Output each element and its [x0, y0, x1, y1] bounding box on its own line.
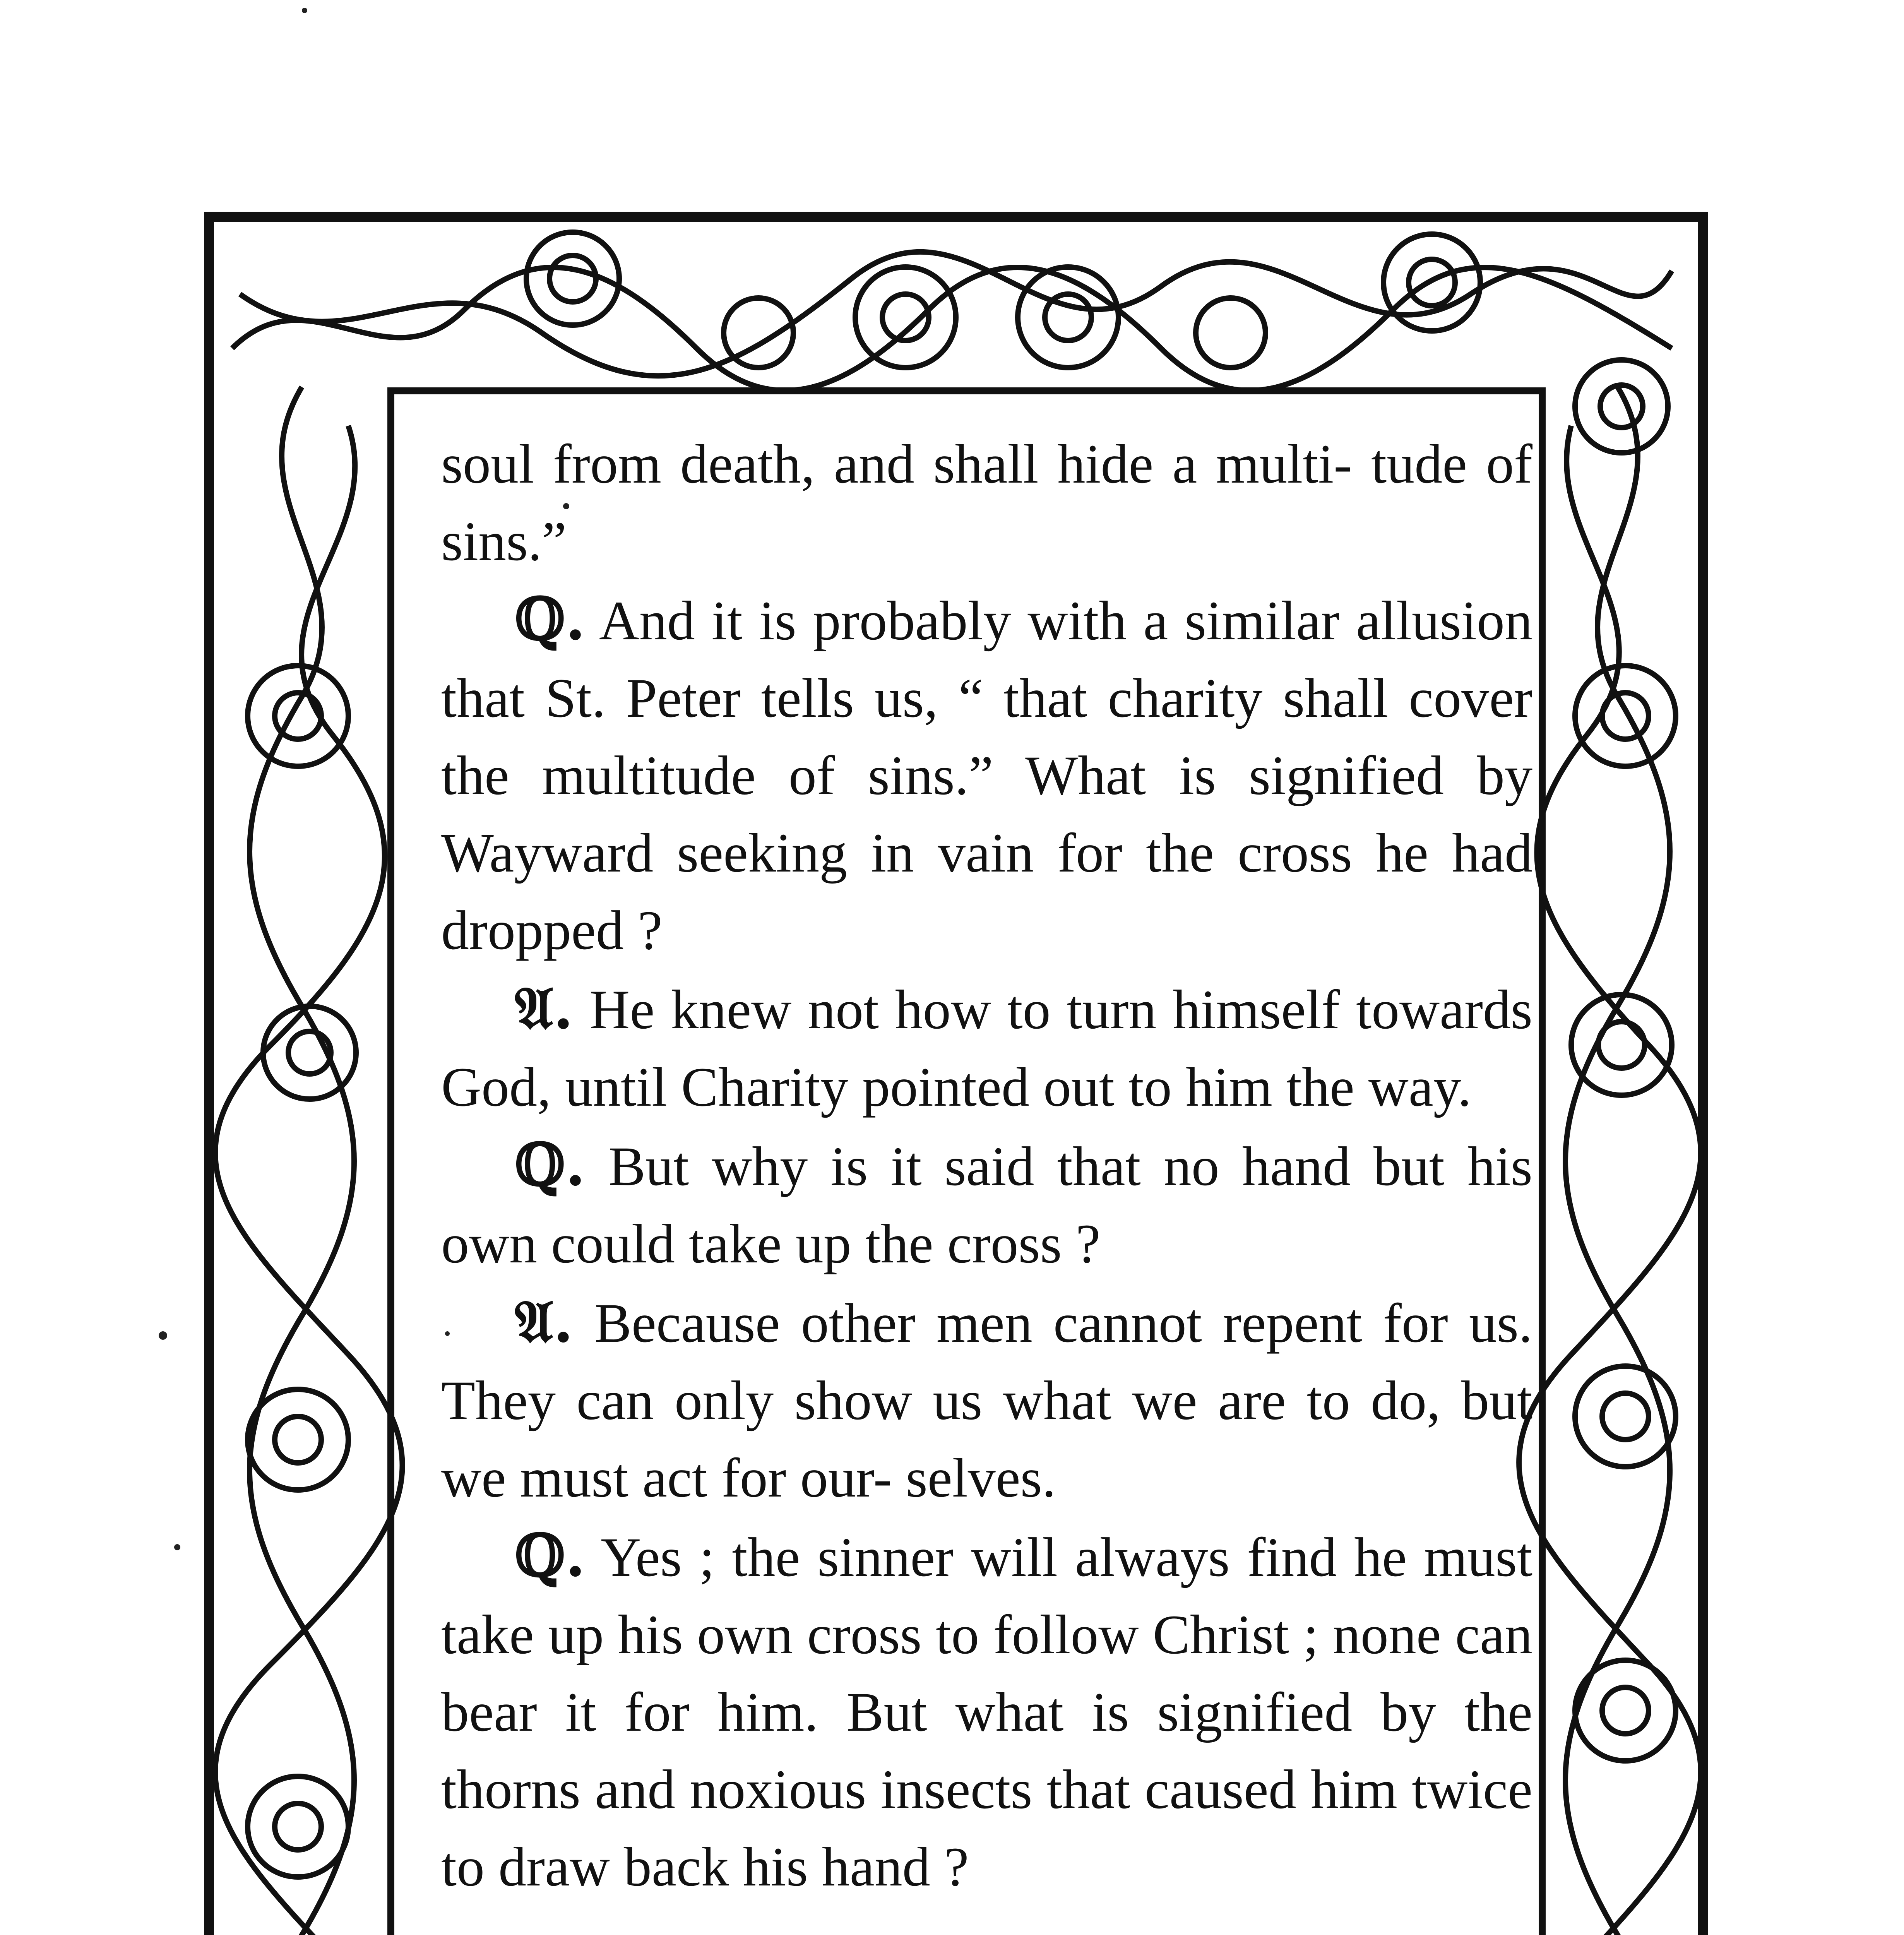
right-rosette	[1575, 666, 1676, 766]
stray-dot	[159, 1331, 167, 1340]
paragraph-question	[441, 1126, 1532, 1283]
paragraph-text: Because other men cannot repent for us. They can only show us what we are to do, but we must act for our- selves.	[441, 1293, 1533, 1509]
right-rosette	[1571, 995, 1672, 1095]
stray-dot	[563, 503, 569, 509]
paragraph-text: Yes ; the sinner will always find he must take up his own cross to follow Christ ; none can bear it for him. But what is signified by the thorns and noxious insects that caused him twice to draw back his hand ?	[441, 1527, 1533, 1898]
paragraph-answer	[441, 969, 1532, 1126]
body-text	[441, 426, 1532, 1906]
stray-dot	[445, 1331, 450, 1336]
paragraph-answer	[441, 1283, 1532, 1517]
answer-marker: 𝔄.	[515, 974, 574, 1042]
stray-dot	[174, 1544, 180, 1550]
top-rosette	[1018, 267, 1118, 368]
paragraph-question	[441, 1517, 1532, 1906]
top-scroll	[1196, 298, 1265, 368]
paragraph-question	[441, 580, 1532, 969]
top-ornament-band	[232, 232, 1672, 390]
answer-marker: 𝔄.	[515, 1288, 574, 1356]
paragraph-continuation	[441, 426, 1532, 580]
paragraph-text: He knew not how to turn himself towards God, until Charity pointed out to him the way.	[441, 979, 1532, 1118]
left-rosette	[248, 666, 348, 766]
right-rosette	[1575, 360, 1668, 453]
top-rosette	[855, 267, 956, 368]
question-marker: ℚ.	[515, 1522, 586, 1590]
question-marker: ℚ.	[515, 585, 586, 653]
left-rosette	[248, 1389, 348, 1490]
left-ornament-column	[215, 387, 403, 1935]
paragraph-text: soul from death, and shall hide a multi- tude of sins.”	[441, 433, 1532, 572]
question-marker: ℚ.	[515, 1131, 586, 1199]
paragraph-text: But why is it said that no hand but his own could take up the cross ?	[441, 1136, 1533, 1275]
right-rosette	[1575, 1660, 1676, 1761]
stray-dot	[302, 8, 307, 13]
left-rosette	[248, 1776, 348, 1877]
paragraph-text: And it is probably with a similar allusion that St. Peter tells us, “ that charity shall cover the multitude of sins.” What is signified by Wayward seeking in vain for the cross he had dropped ?	[441, 590, 1532, 961]
